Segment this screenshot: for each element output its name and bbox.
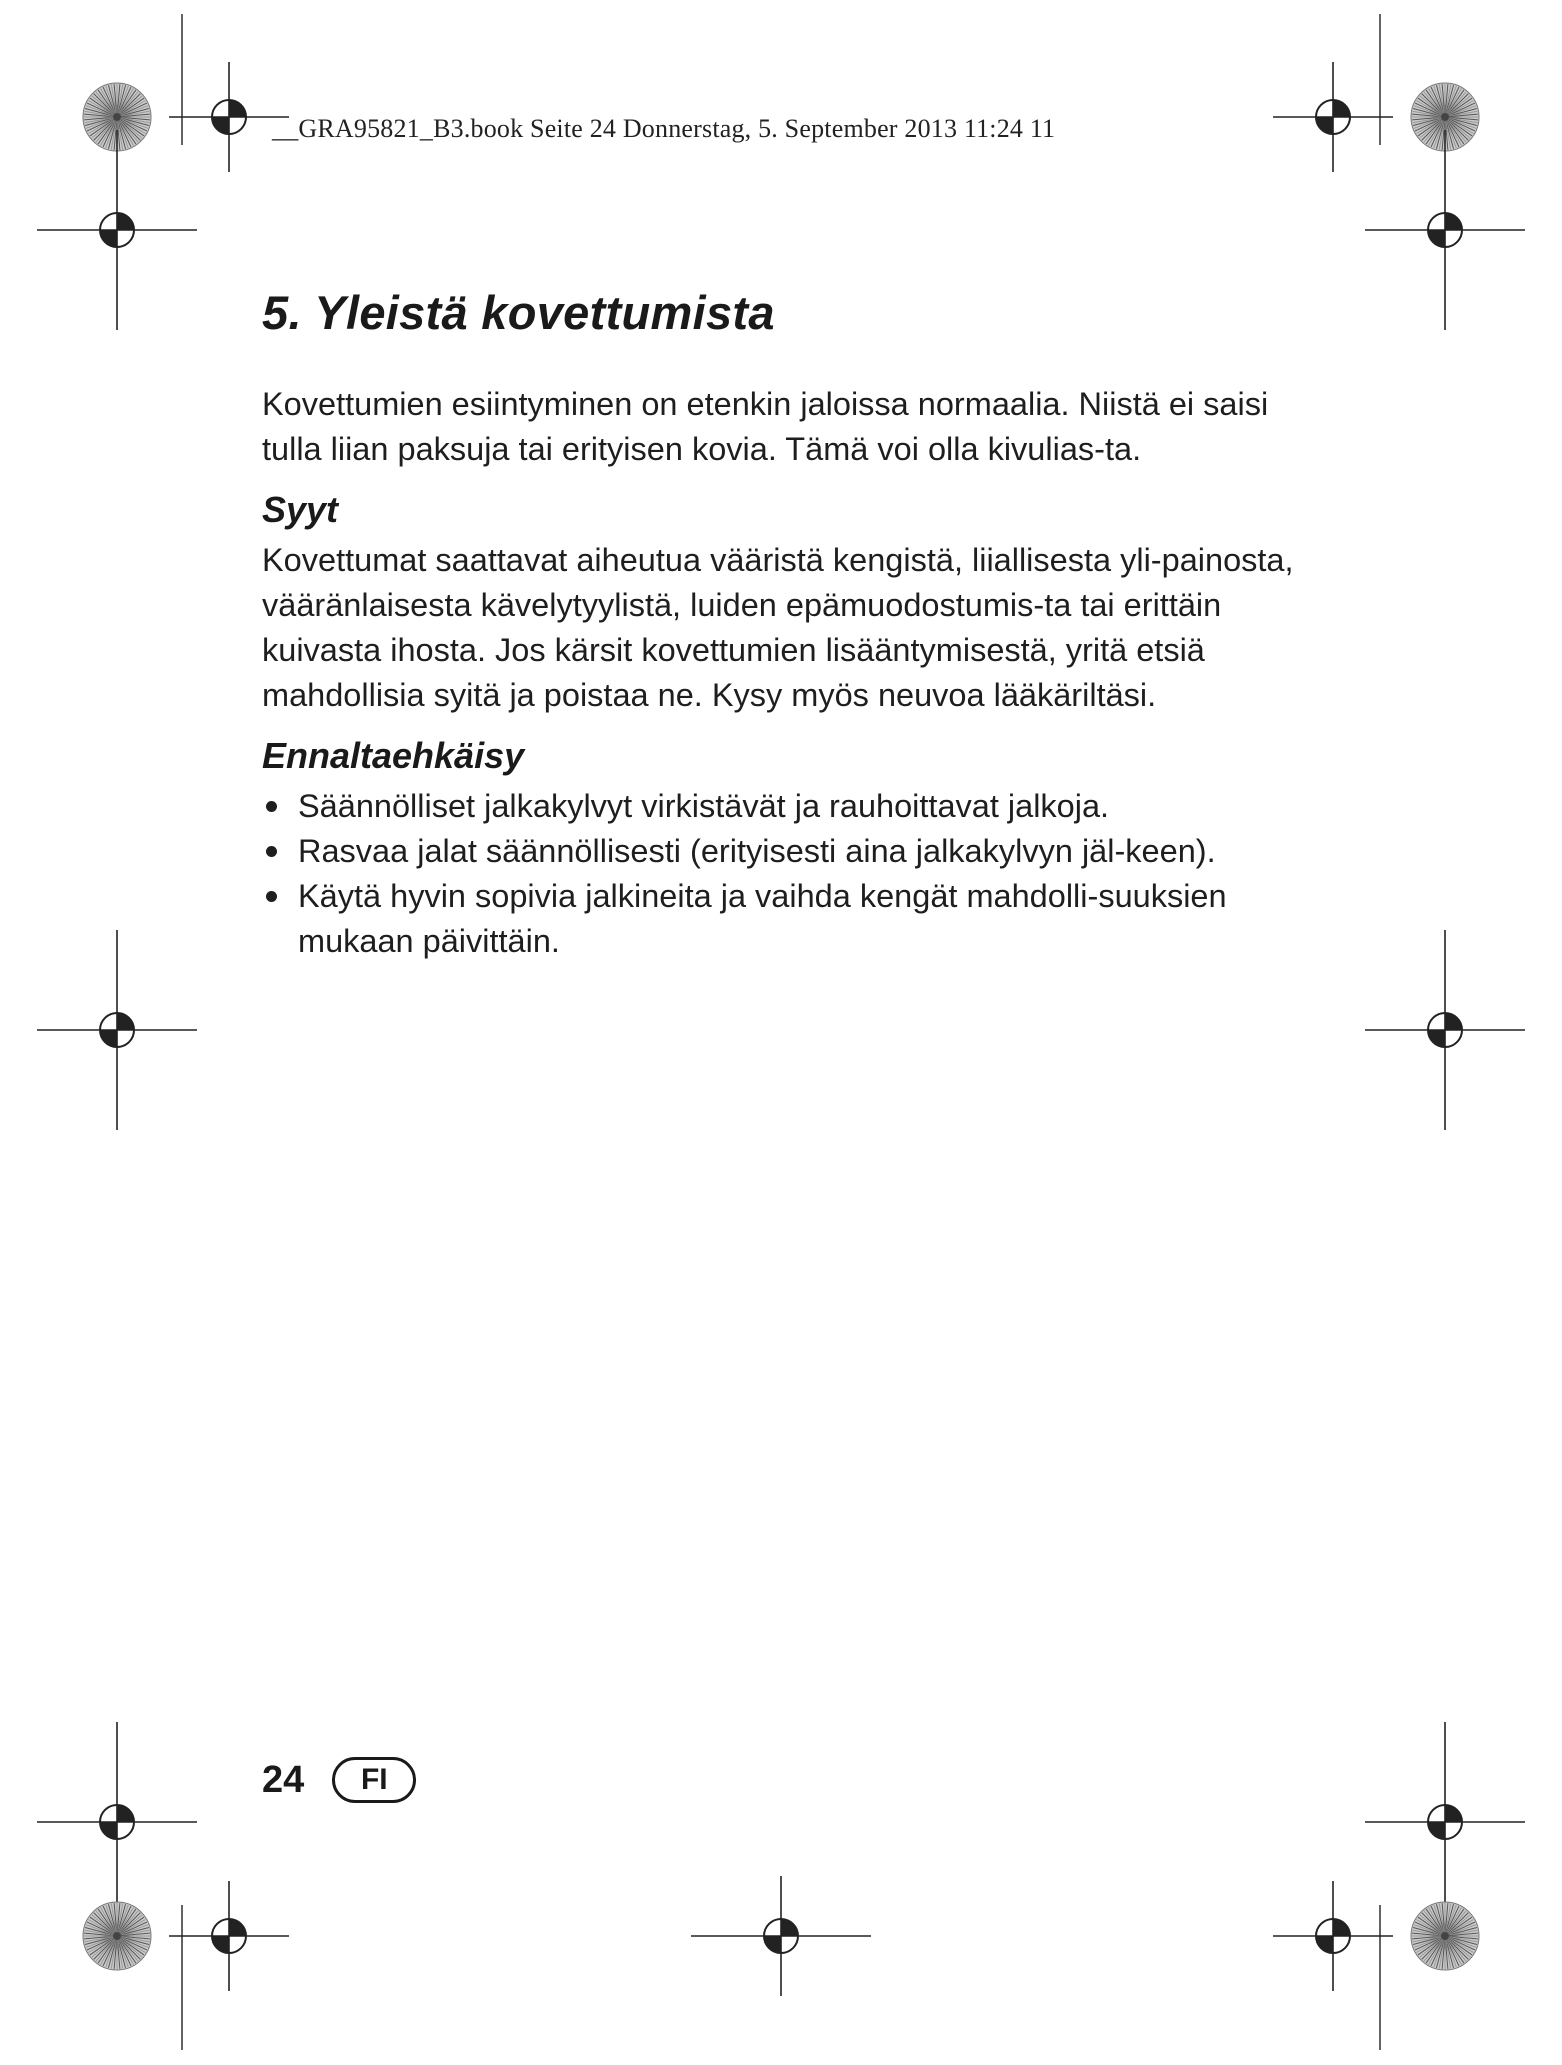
registration-starburst-icon — [1411, 1902, 1479, 1970]
crosshair-registration-icon — [1273, 1881, 1393, 1991]
print-file-header: __GRA95821_B3.book Seite 24 Donnerstag, 5. September 2013 11:24 11 — [272, 114, 1056, 143]
bullet-icon — [266, 891, 277, 902]
list-item — [262, 784, 1302, 829]
registration-starburst-icon — [83, 1902, 151, 1970]
causes-paragraph: Kovettumat saattavat aiheutua vääristä kengistä, liiallisesta yli-painosta, vääränlaisesta kävelytyylistä, luiden epämuodostumis-ta tai erittäin kuivasta ihosta. Jos kärsit kovettumien lisääntymisestä, yritä etsiä mahdollisia syitä ja poistaa ne. Kysy myös neuvoa lääkäriltäsi. — [262, 542, 1294, 713]
crosshair-registration-icon — [37, 130, 197, 330]
crosshair-registration-icon — [169, 62, 289, 172]
page-content — [262, 285, 1302, 964]
prevention-heading: Ennaltaehkäisy — [262, 735, 525, 776]
list-item-text: Rasvaa jalat säännöllisesti (erityisesti aina jalkakylvyn jäl-keen). — [298, 833, 1216, 869]
causes-heading: Syyt — [262, 489, 339, 530]
crosshair-registration-icon — [1365, 930, 1525, 1130]
prevention-list — [262, 784, 1302, 964]
list-item-text: Säännölliset jalkakylvyt virkistävät ja rauhoittavat jalkoja. — [298, 788, 1110, 824]
list-item — [262, 829, 1302, 874]
crosshair-registration-icon — [1365, 1722, 1525, 1922]
list-item — [262, 874, 1302, 964]
page-footer — [262, 1757, 416, 1803]
list-item-text: Käytä hyvin sopivia jalkineita ja vaihda kengät mahdolli-suuksien mukaan päivittäin. — [298, 878, 1227, 959]
bullet-icon — [266, 846, 277, 857]
crosshair-registration-icon — [169, 1881, 289, 1991]
crosshair-registration-icon — [1273, 62, 1393, 172]
language-badge: FI — [332, 1757, 416, 1803]
page-number: 24 — [262, 1758, 305, 1801]
intro-paragraph: Kovettumien esiintyminen on etenkin jaloissa normaalia. Niistä ei saisi tulla liian paksuja tai erityisen kovia. Tämä voi olla kivulias-ta. — [262, 386, 1269, 467]
crosshair-registration-icon — [1365, 130, 1525, 330]
crosshair-registration-icon — [37, 930, 197, 1130]
crosshair-registration-icon — [691, 1876, 871, 1996]
bullet-icon — [266, 801, 277, 812]
section-title: 5. Yleistä kovettumista — [262, 286, 775, 339]
crosshair-registration-icon — [37, 1722, 197, 1922]
